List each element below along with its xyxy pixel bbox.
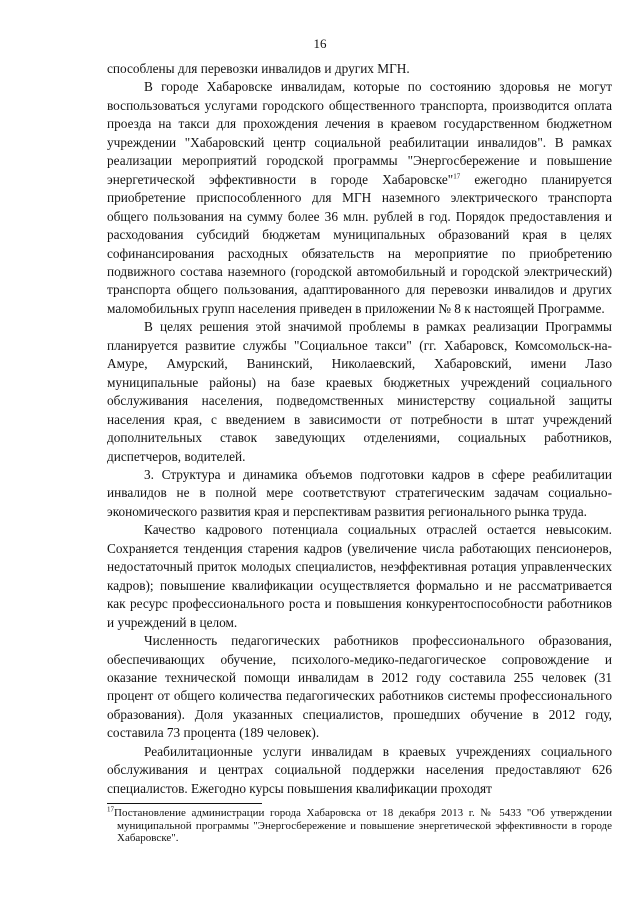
footnote-text-block <box>107 807 612 845</box>
body-text <box>107 60 612 798</box>
paragraph-2 <box>107 78 612 318</box>
paragraph-3: В целях решения этой значимой проблемы в рамках реализации Программы планируется развитие службы "Социальное такси" (гг. Хабаровск, Комсомольск-на-Амуре, Амурский, Ванинский, Николаевский, Хабаровский, имени Лазо муниципальные районы) на базе краевых бюджетных учреждений социального обслуживания населения, подведомственных министерству социальной защиты населения края, с введением в зависимости от потребности в штат учреждений дополнительных ставок заведующих отделениями, социальных работников, диспетчеров, водителей. <box>107 319 612 464</box>
footnote-divider <box>107 803 262 804</box>
paragraph-5: Качество кадрового потенциала социальных отраслей остается невысоким. Сохраняется тенденция старения кадров (увеличение числа работающих пенсионеров, недостаточный приток молодых специалистов, неэффективная ротация управленческих кадров); повышение квалификации осуществляется формально и не рассматривается как ресурс профессионального роста и повышения конкурентоспособности работников и учреждений в целом. <box>107 522 612 630</box>
paragraph-2-text-start: В городе Хабаровске инвалидам, которые по состоянию здоровья не могут воспользоваться услугами городского общественного транспорта, производится оплата проезда на такси для прохождения лечения в краевом государственном бюджетном учреждении "Хабаровский центр социальной реабилитации инвалидов". В рамках реализации мероприятий городской программы "Энергосбережение и повышение энергетической эффективности в городе Хабаровске" <box>107 79 612 187</box>
paragraph-6: Численность педагогических работников профессионального образования, обеспечивающих обучение, психолого-медико-педагогическое сопровождение и оказание технической помощи инвалидам в 2012 году составила 255 человек (31 процент от общего количества педагогических работников системы профессионального образования). Доля указанных специалистов, прошедших обучение в 2012 году, составила 73 процента (189 человек). <box>107 633 612 741</box>
paragraph-7: Реабилитационные услуги инвалидам в краевых учреждениях социального обслуживания и центрах социальной поддержки населения предоставляют 626 специалистов. Ежегодно курсы повышения квалификации проходят <box>107 743 612 796</box>
footnote-text: Постановление администрации города Хабаровска от 18 декабря 2013 г. № 5433 "Об утверждении муниципальной программы "Энергосбережение и повышение энергетической эффективности в городе Хабаровске". <box>114 807 612 844</box>
footnote <box>107 807 612 845</box>
paragraph-4: 3. Структура и динамика объемов подготовки кадров в сфере реабилитации инвалидов не в полной мере соответствуют стратегическим задачам социально-экономического развития края и перспективам развития регионального рынка труда. <box>107 466 612 519</box>
footnote-number: 17 <box>107 805 114 814</box>
paragraph-2-text-end: ежегодно планируется приобретение приспособленного для МГН наземного электрического транспорта общего пользования на сумму более 36 млн. рублей в год. Порядок предоставления и расходования субсидий бюджетам муниципальных образований края в целях софинансирования расходных обязательств на мероприятие по приобретению подвижного состава наземного (городской автомобильный и городской электрический) транспорта общего пользования, адаптированного для перевозки инвалидов и других маломобильных групп населения приведен в приложении № 8 к настоящей Программе. <box>107 171 612 316</box>
footnote-reference-mark: 17 <box>453 172 461 181</box>
page-number: 16 <box>313 36 327 51</box>
paragraph-1: способлены для перевозки инвалидов и других МГН. <box>107 61 410 76</box>
